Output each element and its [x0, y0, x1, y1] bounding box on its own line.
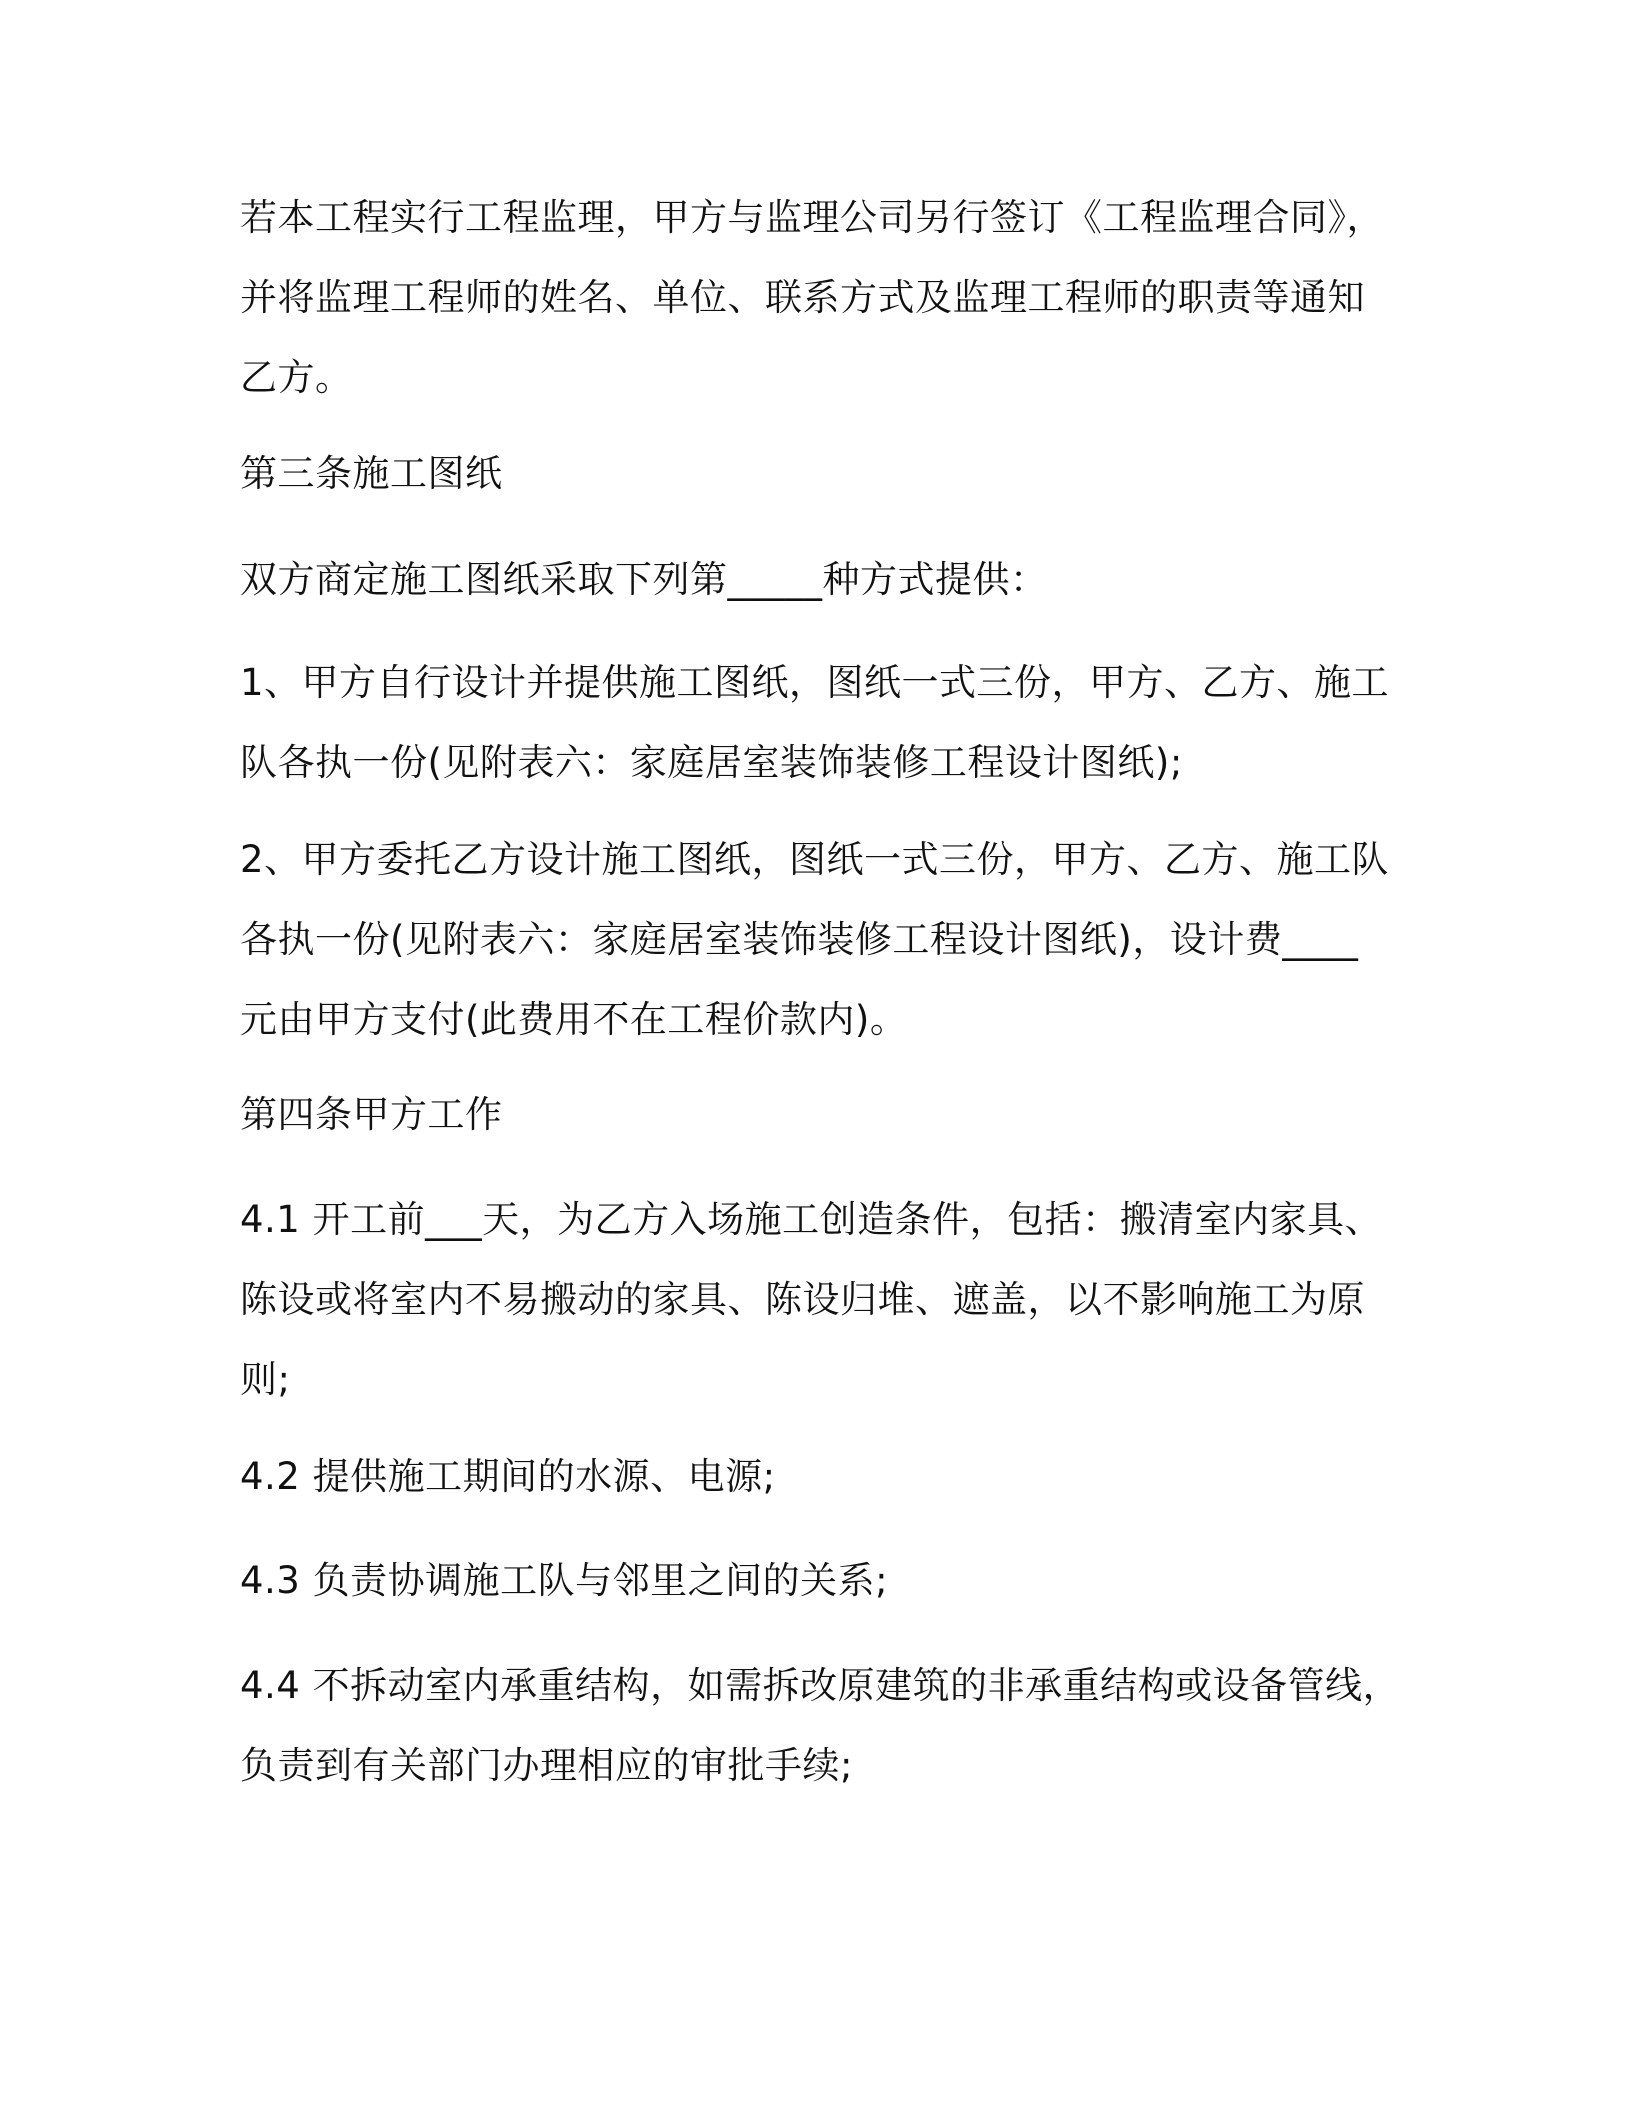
paragraph-4-4	[240, 1646, 1401, 1806]
text-line: 4.2 提供施工期间的水源、电源;	[240, 1455, 776, 1498]
heading-text: 第四条甲方工作	[240, 1093, 503, 1136]
text-line: 2、甲方委托乙方设计施工图纸，图纸一式三份，甲方、乙方、施工队	[240, 838, 1390, 881]
text-line: 乙方。	[240, 356, 353, 399]
text-line: 4.1 开工前___天，为乙方入场施工创造条件，包括：搬清室内家具、	[240, 1198, 1383, 1241]
paragraph-supervision	[240, 178, 1384, 418]
paragraph-4-2	[240, 1437, 1380, 1517]
text-line: 队各执一份(见附表六：家庭居室装饰装修工程设计图纸);	[240, 741, 1183, 784]
paragraph-4-1	[240, 1180, 1383, 1420]
text-line: 4.4 不拆动室内承重结构，如需拆改原建筑的非承重结构或设备管线，	[240, 1664, 1401, 1707]
heading-article-4	[240, 1075, 1380, 1155]
text-line: 并将监理工程师的姓名、单位、联系方式及监理工程师的职责等通知	[240, 276, 1365, 319]
text-line: 4.3 负责协调施工队与邻里之间的关系;	[240, 1559, 889, 1602]
paragraph-option-1	[240, 643, 1390, 803]
paragraph-4-3	[240, 1541, 1380, 1621]
text-line: 陈设或将室内不易搬动的家具、陈设归堆、遮盖，以不影响施工为原	[240, 1278, 1365, 1321]
text-line: 双方商定施工图纸采取下列第_____种方式提供：	[240, 558, 1048, 601]
text-line: 元由甲方支付(此费用不在工程价款内)。	[240, 998, 908, 1041]
heading-text: 第三条施工图纸	[240, 452, 503, 495]
text-line: 1、甲方自行设计并提供施工图纸，图纸一式三份，甲方、乙方、施工	[240, 661, 1390, 704]
text-line: 若本工程实行工程监理，甲方与监理公司另行签订《工程监理合同》，	[240, 196, 1384, 239]
text-line: 负责到有关部门办理相应的审批手续;	[240, 1744, 853, 1787]
text-line: 各执一份(见附表六：家庭居室装饰装修工程设计图纸)，设计费____	[240, 918, 1359, 961]
heading-article-3	[240, 434, 1380, 514]
text-line: 则;	[240, 1358, 291, 1401]
paragraph-drawing-method	[240, 540, 1380, 620]
paragraph-option-2	[240, 820, 1390, 1060]
